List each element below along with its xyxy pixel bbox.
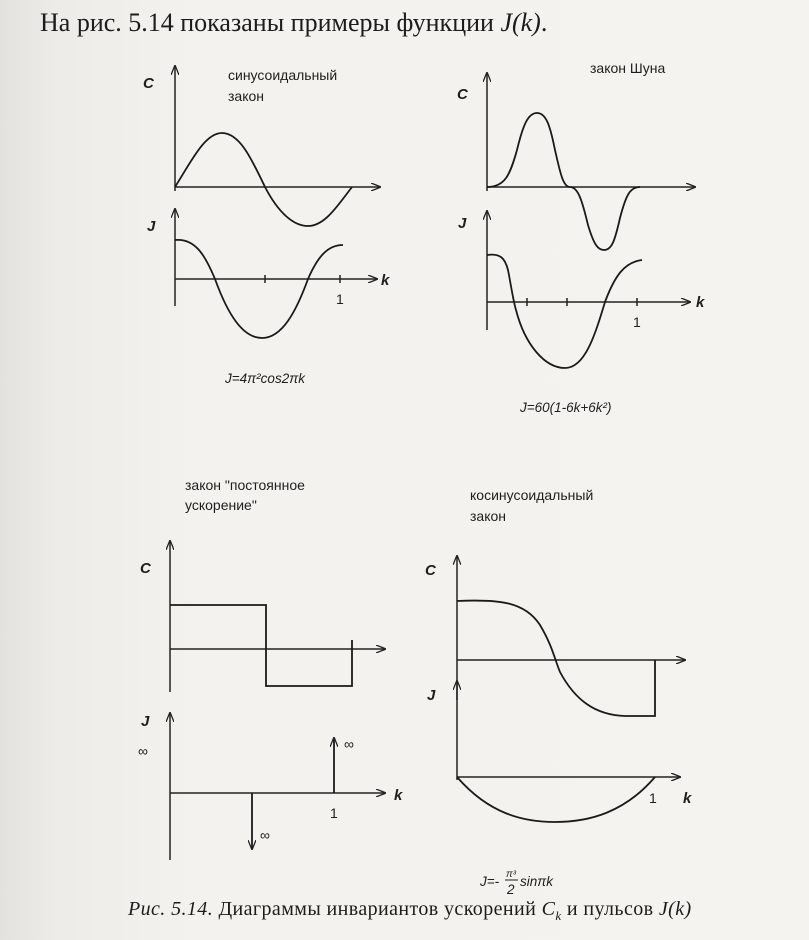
intro-function: J(k) (500, 8, 541, 37)
c-axis-label: C (457, 86, 468, 103)
j-axis-label: J (147, 218, 156, 235)
formula-prefix: J=- (480, 874, 500, 889)
j-symbol: J(k) (658, 898, 692, 920)
intro-period: . (540, 8, 548, 37)
k-axis-label: k (394, 787, 403, 804)
formula-suffix: sinπk (520, 874, 554, 889)
intro-text: На рис. 5.14 показаны примеры функции (40, 8, 494, 37)
panel-cosinusoidal (425, 487, 692, 897)
j-axis-label: J (427, 687, 436, 704)
j-axis-label: J (141, 713, 150, 730)
c-symbol-subscript: k (555, 908, 562, 923)
tick-label-one: 1 (330, 805, 338, 821)
c-step-curve (170, 605, 352, 686)
formula: J=4π²cos2πk (225, 371, 305, 386)
panel-constant-acceleration (138, 477, 403, 860)
j-infinity-label: ∞ (138, 743, 148, 759)
tick-label-one: 1 (336, 291, 344, 307)
c-curve (487, 113, 640, 250)
figure-label: Рис. 5.14. (128, 898, 214, 920)
tick-label-one: 1 (633, 314, 641, 330)
k-axis-label: k (381, 272, 390, 289)
c-axis-label: C (143, 75, 154, 92)
c-axis-label: C (425, 562, 436, 579)
j-curve (487, 255, 642, 368)
j-curve (175, 240, 343, 338)
formula: J=60(1-6k+6k²) (520, 400, 612, 415)
k-axis-label: k (696, 294, 705, 311)
panel-title-line-2: ускорение" (185, 497, 257, 513)
panel-title-line-2: закон (470, 508, 507, 524)
j-axis-label: J (458, 215, 467, 232)
caption-text-2: и пульсов (566, 898, 654, 920)
c-axis-label: C (140, 560, 151, 577)
c-curve (175, 133, 352, 226)
formula-denominator: 2 (507, 882, 515, 897)
panel-sinusoidal (143, 66, 390, 386)
panel-title-line-1: косинусоидальный (470, 487, 594, 503)
j-curve (457, 777, 655, 822)
k-axis-label: k (683, 790, 692, 807)
panel-schun-law (457, 60, 705, 415)
caption-text: Диаграммы инвариантов ускорений (218, 898, 537, 920)
tick-label-one: 1 (649, 790, 657, 806)
c-curve (457, 600, 655, 716)
c-symbol-letter: C (541, 898, 556, 920)
panel-title: закон Шуна (590, 60, 666, 76)
panel-title-line-2: закон (228, 88, 265, 104)
pulse-down-infinity: ∞ (260, 827, 270, 843)
pulse-up-infinity: ∞ (344, 736, 354, 752)
formula (479, 869, 554, 897)
panel-title-line-1: закон "постоянное (185, 477, 305, 493)
panel-title-line-1: синусоидальный (228, 67, 338, 83)
c-symbol (541, 898, 562, 923)
formula-numerator: π³ (506, 869, 517, 880)
figure-caption (128, 898, 692, 924)
